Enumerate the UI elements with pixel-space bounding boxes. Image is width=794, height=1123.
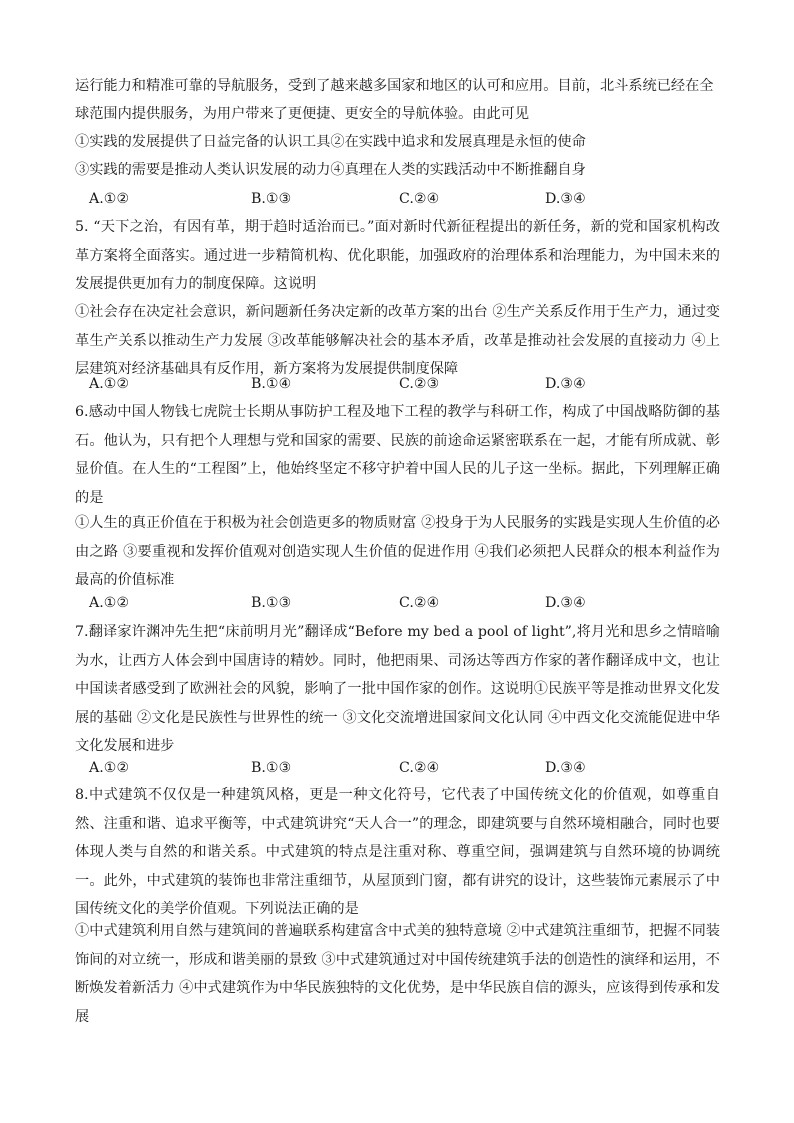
q6-option-d[interactable]: D.③④ xyxy=(545,595,586,611)
q5-option-b[interactable]: B.①④ xyxy=(251,376,292,392)
q7-stem: 7.翻译家许渊冲先生把“床前明月光”翻译成“Before my bed a pool of light”,将月光和思乡之情暗喻为水，让西方人体会到中国唐诗的精妙。同时，他把雨果、司汤达等西方作家的著作翻译成中文，也让中国读者感受到了欧洲社会的风貌，影响了一批中国作家的创作。这说明①民族平等是推动世界文化发展的基础 ②文化是民族性与世界性的统一 ③文化交流增进国家间文化认同 ④中西文化交流能促进中华文化发展和进步 xyxy=(75,624,720,754)
q5-option-c[interactable]: C.②③ xyxy=(399,376,440,392)
q6-stem: 6.感动中国人物钱七虎院士长期从事防护工程及地下工程的教学与科研工作，构成了中国战略防御的基石。他认为，只有把个人理想与党和国家的需要、民族的前途命运紧密联系在一起，才能有所成就、彰显价值。在人生的“工程图”上，他始终坚定不移守护着中国人民的儿子这一坐标。据此，下列理解正确的是 xyxy=(75,404,720,506)
q6-option-b[interactable]: B.①③ xyxy=(251,595,292,611)
q4-option-a[interactable]: A.①② xyxy=(89,191,130,207)
q6-options xyxy=(89,589,689,617)
q7-option-a[interactable]: A.①② xyxy=(89,760,130,776)
q5-options xyxy=(89,370,689,398)
q8-stem: 8.中式建筑不仅仅是一种建筑风格，更是一种文化符号，它代表了中国传统文化的价值观，如尊重自然、注重和谐、追求平衡等，中式建筑讲究“天人合一”的理念，即建筑要与自然环境相融合，同时也要体现人类与自然的和谐关系。中式建筑的特点是注重对称、尊重空间，强调建筑与自然环境的协调统一。此外，中式建筑的装饰也非常注重细节，从屋顶到门窗，都有讲究的设计，这些装饰元素展示了中国传统文化的美学价值观。下列说法正确的是 xyxy=(75,787,720,917)
q4-option-b[interactable]: B.①③ xyxy=(251,191,292,207)
q4-stem-line-1: 运行能力和精准可靠的导航服务，受到了越来越多国家和地区的认可和应用。目前，北斗系统已经在全 xyxy=(75,78,714,94)
q7-option-b[interactable]: B.①③ xyxy=(251,760,292,776)
q5-option-d[interactable]: D.③④ xyxy=(545,376,586,392)
q6-option-a[interactable]: A.①② xyxy=(89,595,130,611)
q4-option-d[interactable]: D.③④ xyxy=(545,191,586,207)
q6-option-c[interactable]: C.②④ xyxy=(399,595,440,611)
q7-options xyxy=(89,754,689,782)
q4-option-c[interactable]: C.②④ xyxy=(399,191,440,207)
q5-statements: ①社会存在决定社会意识，新问题新任务决定新的改革方案的出台 ②生产关系反作用于生产力，通过变革生产关系以推动生产力发展 ③改革能够解决社会的基本矛盾，改革是推动社会发展的直接动力 ④上层建筑对经济基础具有反作用，新方案将为发展提供制度保障 xyxy=(75,304,720,377)
q5-stem: 5. “天下之治，有因有革，期于趋时适治而已。”面对新时代新征程提出的新任务，新的党和国家机构改革方案将全面落实。通过进一步精简机构、优化职能，加强政府的治理体系和治理能力，为中国未来的发展提供更加有力的制度保障。这说明 xyxy=(75,219,720,292)
q4-stem-line-2: 球范围内提供服务，为用户带来了更便捷、更安全的导航体验。由此可见 xyxy=(75,106,530,122)
q6-statements: ①人生的真正价值在于积极为社会创造更多的物质财富 ②投身于为人民服务的实践是实现人生价值的必由之路 ③要重视和发挥价值观对创造实现人生价值的促进作用 ④我们必须把人民群众的根本利益作为最高的价值标准 xyxy=(75,515,720,588)
q5-option-a[interactable]: A.①② xyxy=(89,376,130,392)
q4-statements-line-1: ①实践的发展提供了日益完备的认识工具②在实践中追求和发展真理是永恒的使命 xyxy=(75,134,586,150)
q8-statements: ①中式建筑利用自然与建筑间的普遍联系构建富含中式美的独特意境 ②中式建筑注重细节，把握不同装饰间的对立统一，形成和谐美丽的景致 ③中式建筑通过对中国传统建筑手法的创造性的演绎和运用，不断焕发着新活力 ④中式建筑作为中华民族独特的文化优势，是中华民族自信的源头，应该得到传承和发展 xyxy=(75,923,720,1025)
q7-option-c[interactable]: C.②④ xyxy=(399,760,440,776)
q4-statements-line-2: ③实践的需要是推动人类认识发展的动力④真理在人类的实践活动中不断推翻自身 xyxy=(75,162,586,178)
q7-option-d[interactable]: D.③④ xyxy=(545,760,586,776)
q4-options xyxy=(89,185,689,213)
